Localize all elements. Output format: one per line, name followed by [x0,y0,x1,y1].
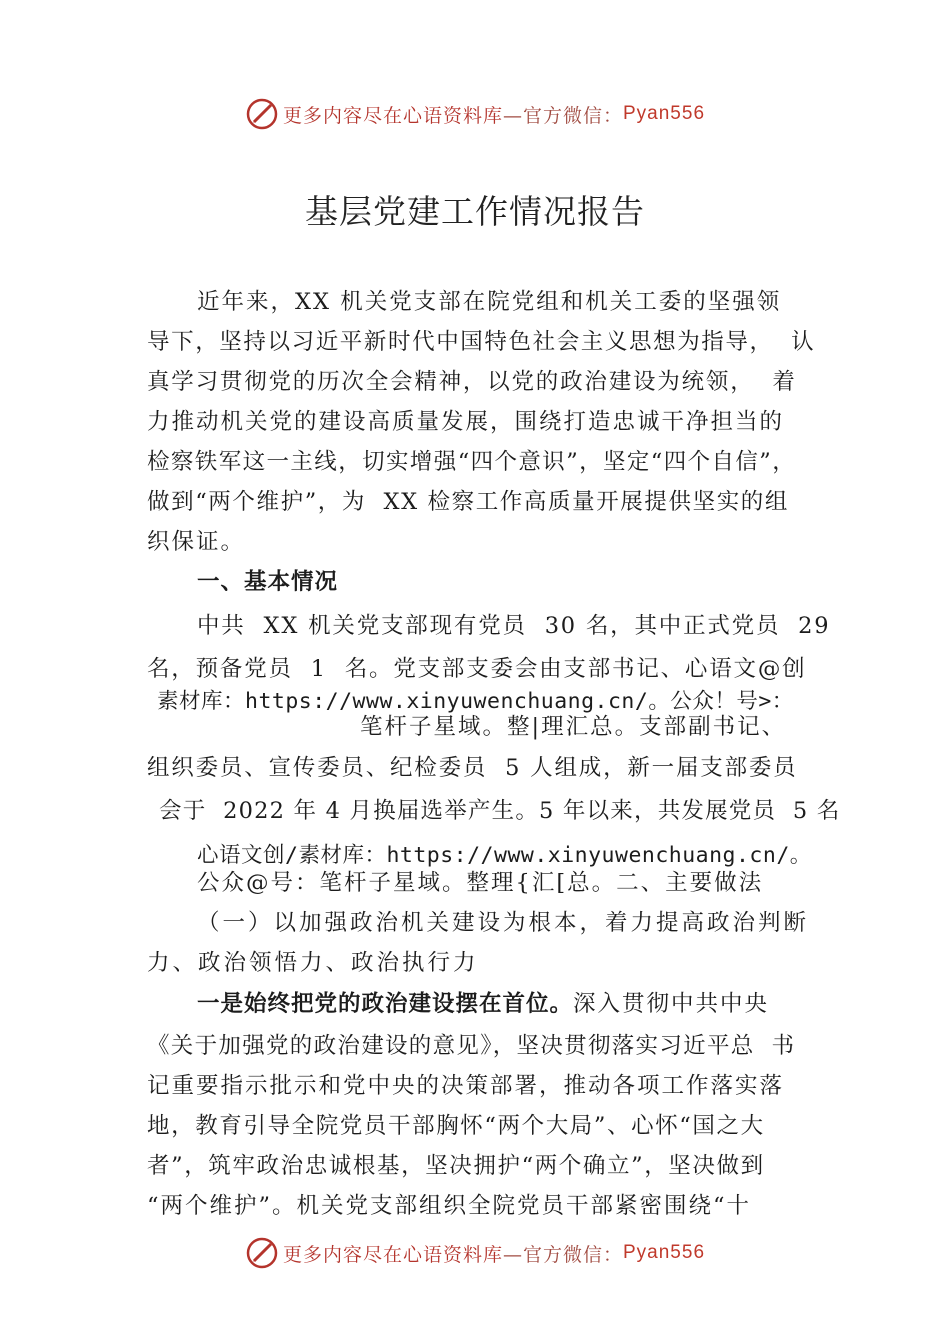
paragraph-line: 记重要指示批示和党中央的决策部署，推动各项工作落实落 [147,1073,785,1099]
banner-wechat: —官方微信： [502,1243,623,1266]
brush-logo-icon [245,1236,279,1270]
brush-logo-icon [245,97,279,131]
header-banner [0,94,950,134]
banner-wechat: —官方微信： [502,104,623,127]
subsection-heading: （一）以加强政治机关建设为根本，着力提高政治判断 [197,910,810,936]
subsection-heading: 力、政治领悟力、政治执行力 [147,950,479,976]
paragraph-line: 者”，筑牢政治忠诚根基，坚决拥护“两个确立”，坚决做到 [147,1153,765,1179]
paragraph-line: 心语文创/素材库：https://www.xinyuwenchuang.cn/。 [197,843,812,868]
paragraph-line: 中共 XX 机关党支部现有党员 30 名，其中正式党员 29 [197,613,831,639]
banner-id: Pyan556 [623,1242,706,1263]
paragraph-line: 力推动机关党的建设高质量发展，围绕打造忠诚干净担当的 [147,409,785,435]
paragraph-line: 会于 2022 年 4 月换届选举产生。5 年以来，共发展党员 5 名 [159,798,841,824]
paragraph-line: “两个维护”。机关党支部组织全院党员干部紧密围绕“十 [147,1193,752,1219]
banner-text: 更多内容尽在心语资料库 [282,104,503,127]
paragraph-line: 笔杆子星域。整|理汇总。支部副书记、 [360,714,787,740]
page-title: 基层党建工作情况报告 [305,192,645,231]
line-continuation: 深入贯彻中共中央 [573,991,770,1017]
footer-banner [0,1233,950,1273]
paragraph-line: 导下，坚持以习近平新时代中国特色社会主义思想为指导， 认 [147,329,816,355]
section-heading: 一、基本情况 [197,569,339,595]
paragraph-line: 《关于加强党的政治建设的意见》，坚决贯彻落实习近平总 书 [147,1033,796,1059]
banner-text: 更多内容尽在心语资料库 [282,1243,503,1266]
paragraph-line: 公众@号：笔杆子星域。整理{汇[总。二、主要做法 [197,870,764,896]
paragraph-line: 真学习贯彻党的历次全会精神，以党的政治建设为统领， 着 [147,369,797,395]
bold-lead: 一是始终把党的政治建设摆在首位。 [197,991,574,1017]
paragraph-line: 近年来，XX 机关党支部在院党组和机关工委的坚强领 [197,289,782,315]
paragraph-line: 织保证。 [147,529,246,555]
paragraph-line [197,986,769,1018]
paragraph-line: 检察铁军这一主线，切实增强“四个意识”，坚定“四个自信”， [147,449,797,475]
paragraph-line: 地，教育引导全院党员干部胸怀“两个大局”、心怀“国之大 [147,1113,765,1139]
paragraph-line: 素材库：https://www.xinyuwenchuang.cn/。公众！号>： [157,689,794,714]
paragraph-line: 组织委员、宣传委员、纪检委员 5 人组成，新一届支部委员 [147,755,798,781]
banner-id: Pyan556 [623,103,706,124]
paragraph-line: 名，预备党员 1 名。党支部支委会由支部书记、心语文@创 [147,656,807,682]
paragraph-line: 做到“两个维护”，为 XX 检察工作高质量开展提供坚实的组 [147,489,789,515]
